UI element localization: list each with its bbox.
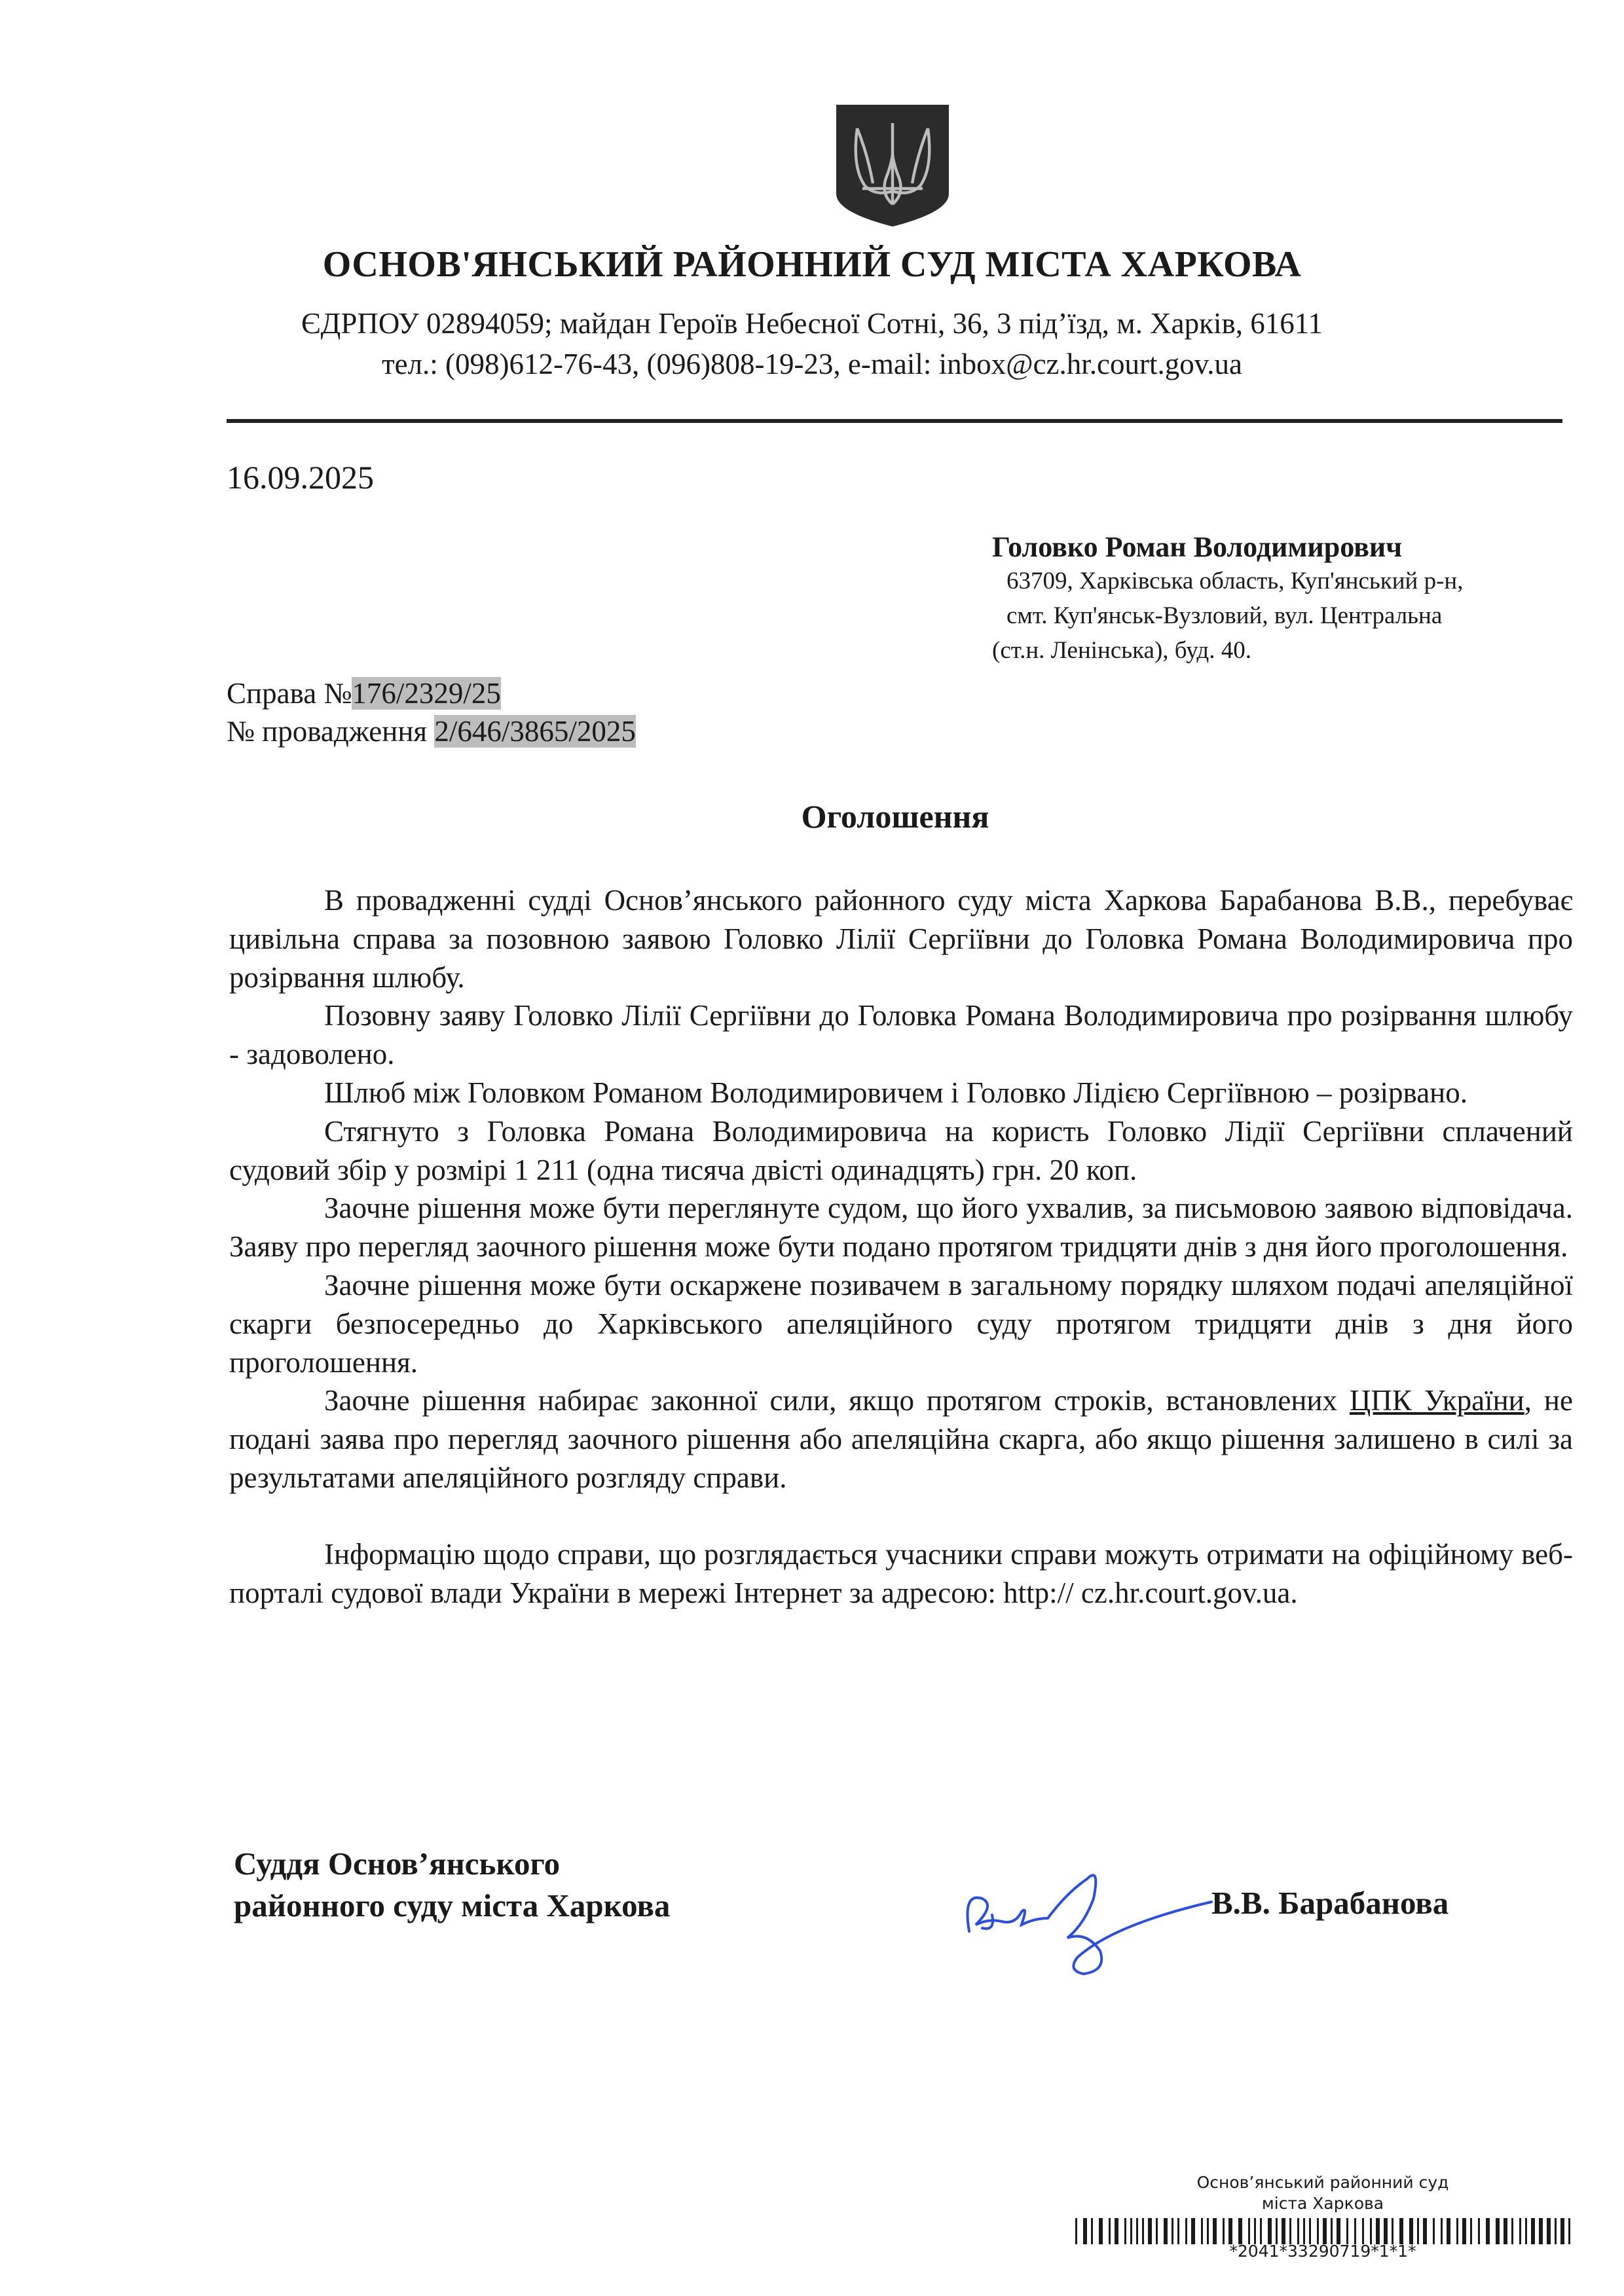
body-paragraph: Стягнуто з Головка Романа Володимировича на користь Головко Лідії Сергіївни сплачений судовий збір у розмірі 1 211 (одна тисяча двісті одинадцять) грн. 20 коп. (229, 1114, 1573, 1186)
barcode-label (1166, 2172, 1480, 2214)
addressee-block (992, 530, 1463, 668)
barcode-bar (1568, 2218, 1570, 2244)
barcode-bar (1531, 2218, 1535, 2244)
barcode-bar (1260, 2218, 1262, 2244)
barcode-label-line: Основ’янський районний суд (1196, 2173, 1449, 2192)
barcode-bar (1525, 2218, 1527, 2244)
body-paragraph (229, 1381, 1573, 1497)
barcode-bar (1384, 2218, 1388, 2244)
barcode-bar (1511, 2218, 1513, 2244)
document-date: 16.09.2025 (227, 459, 374, 496)
barcode-bar (1447, 2218, 1450, 2244)
barcode-bar (1207, 2218, 1209, 2244)
barcode-bar (1075, 2218, 1077, 2244)
barcode-bar (1282, 2218, 1285, 2244)
barcode-bar (1354, 2218, 1356, 2244)
header-divider (227, 419, 1562, 423)
body-paragraph: Шлюб між Головком Романом Володимировичем і Головко Лідією Сергіївною – розірвано. (324, 1076, 1468, 1109)
barcode-bar (1496, 2218, 1500, 2244)
barcode-bar (1462, 2218, 1466, 2244)
barcode-bar (1223, 2218, 1225, 2244)
addressee-name: Головко Роман Володимирович (992, 531, 1403, 563)
barcode-bar (1409, 2218, 1413, 2244)
barcode-bar (1148, 2218, 1152, 2244)
barcode-bar (1124, 2218, 1126, 2244)
body-paragraph: Заочне рішення може бути переглянуте судом, що його ухвалив, за письмовою заявою відповідача. Заяву про перегляд заочного рішення може бути подано протягом тридцяти днів з дня його проголошення. (229, 1192, 1573, 1264)
body-paragraph: Заочне рішення може бути оскаржене позивачем в загальному порядку шляхом подачі апеляційної скарги безпосередньо до Харківського апеляційного суду протягом тридцяти днів з дня його проголошення. (229, 1268, 1573, 1379)
barcode-bar (1399, 2218, 1403, 2244)
announcement-body (229, 881, 1573, 1612)
barcode-bar (1346, 2218, 1348, 2244)
barcode-bar (1323, 2218, 1327, 2244)
barcode-bar (1228, 2218, 1232, 2244)
barcode-bar (1392, 2218, 1393, 2244)
barcode-bar (1433, 2218, 1435, 2244)
barcode-bar (1478, 2218, 1480, 2244)
case-number: 176/2329/25 (352, 677, 501, 710)
judge-name: В.В. Барабанова (1211, 1885, 1449, 1921)
addressee-address-line: 63709, Харківська область, Куп'янський р-н, (1006, 568, 1464, 594)
judge-title (234, 1843, 670, 1927)
barcode-bar (1268, 2218, 1272, 2244)
barcode-bar (1130, 2218, 1132, 2244)
barcode-bar (1441, 2218, 1443, 2244)
barcode-bar (1289, 2218, 1291, 2244)
barcode-bar (1083, 2218, 1087, 2244)
court-address: ЄДРПОУ 02894059; майдан Героїв Небесної Сотні, 36, 3 під’їзд, м. Харків, 61611 (301, 307, 1323, 340)
barcode-label-line: міста Харкова (1261, 2194, 1384, 2213)
court-name: ОСНОВ'ЯНСЬКИЙ РАЙОННИЙ СУД МІСТА ХАРКОВА (322, 244, 1302, 285)
trident-coat-of-arms-icon (834, 102, 951, 228)
barcode-bar (1201, 2218, 1203, 2244)
info-paragraph: Інформацію щодо справи, що розглядається учасники справи можуть отримати на офіційному веб-порталі судової влади України в мережі Інтернет за адресою: http:// cz.hr.court.gov.ua. (229, 1537, 1573, 1609)
barcode-bar (1309, 2218, 1311, 2244)
barcode-bar (1185, 2218, 1187, 2244)
barcode-bar (1370, 2218, 1372, 2244)
barcode-bar (1362, 2218, 1364, 2244)
court-contacts: тел.: (098)612-76-43, (096)808-19-23, e-mail: inbox@cz.hr.court.gov.ua (381, 348, 1243, 380)
barcode-bar (1191, 2218, 1195, 2244)
barcode (1075, 2218, 1573, 2244)
judge-title-line: районного суду міста Харкова (234, 1887, 671, 1923)
barcode-bar (1539, 2218, 1543, 2244)
cpc-ukraine-link[interactable]: ЦПК України (1349, 1384, 1524, 1417)
barcode-bar (1547, 2218, 1551, 2244)
barcode-bar (1091, 2218, 1093, 2244)
barcode-bar (1276, 2218, 1278, 2244)
announcement-heading: Оголошення (801, 798, 989, 835)
handwritten-signature (956, 1853, 1218, 1984)
barcode-bar (1519, 2218, 1521, 2244)
barcode-bar (1099, 2218, 1103, 2244)
case-info (227, 674, 636, 750)
barcode-bar (1213, 2218, 1217, 2244)
barcode-bar (1470, 2218, 1472, 2244)
addressee-address-line: (ст.н. Ленінська), буд. 40. (992, 637, 1251, 664)
addressee-address-line: смт. Куп'янськ-Вузловий, вул. Центральна (1006, 602, 1443, 629)
barcode-bar (1560, 2218, 1564, 2244)
barcode-bar (1504, 2218, 1507, 2244)
barcode-bar (1376, 2218, 1380, 2244)
judge-title-line: Суддя Основ’янського (234, 1846, 561, 1882)
barcode-code: *2041*33290719*1*1* (1229, 2242, 1416, 2261)
barcode-bar (1297, 2218, 1299, 2244)
barcode-bar (1177, 2218, 1179, 2244)
barcode-bar (1248, 2218, 1250, 2244)
barcode-bar (1303, 2218, 1305, 2244)
barcode-bar (1142, 2218, 1144, 2244)
barcode-bar (1317, 2218, 1319, 2244)
barcode-bar (1172, 2218, 1173, 2244)
barcode-bar (1331, 2218, 1333, 2244)
barcode-bar (1115, 2218, 1118, 2244)
barcode-bar (1254, 2218, 1256, 2244)
barcode-bar (1164, 2218, 1168, 2244)
barcode-bar (1238, 2218, 1242, 2244)
barcode-bar (1456, 2218, 1458, 2244)
barcode-bar (1417, 2218, 1419, 2244)
barcode-bar (1136, 2218, 1138, 2244)
paragraph-text: Заочне рішення набирає законної сили, якщо протягом строків, встановлених (324, 1384, 1350, 1417)
paragraph-text: , не подані заява про перегляд заочного рішення або апеляційна скарга, або якщо рішення залишено в силі за результатами апеляційного розгляду справи. (229, 1384, 1573, 1494)
body-paragraph: Позовну заяву Головко Лілії Сергіївни до Головка Романа Володимировича про розірвання шлюбу - задоволено. (229, 999, 1573, 1071)
case-label: Справа № (227, 677, 352, 710)
barcode-bar (1555, 2218, 1557, 2244)
proceeding-label: № провадження (227, 715, 435, 748)
barcode-bar (1156, 2218, 1158, 2244)
barcode-bar (1109, 2218, 1111, 2244)
body-paragraph: В провадженні судді Основ’янського районного суду міста Харкова Барабанова В.В., перебуває цивільна справа за позовною заявою Головко Лілії Сергіївни до Головка Романа Володимировича про розірвання шлюбу. (229, 884, 1573, 994)
barcode-bar (1337, 2218, 1340, 2244)
proceeding-number: 2/646/3865/2025 (434, 715, 636, 748)
barcode-bar (1486, 2218, 1490, 2244)
barcode-bar (1423, 2218, 1427, 2244)
